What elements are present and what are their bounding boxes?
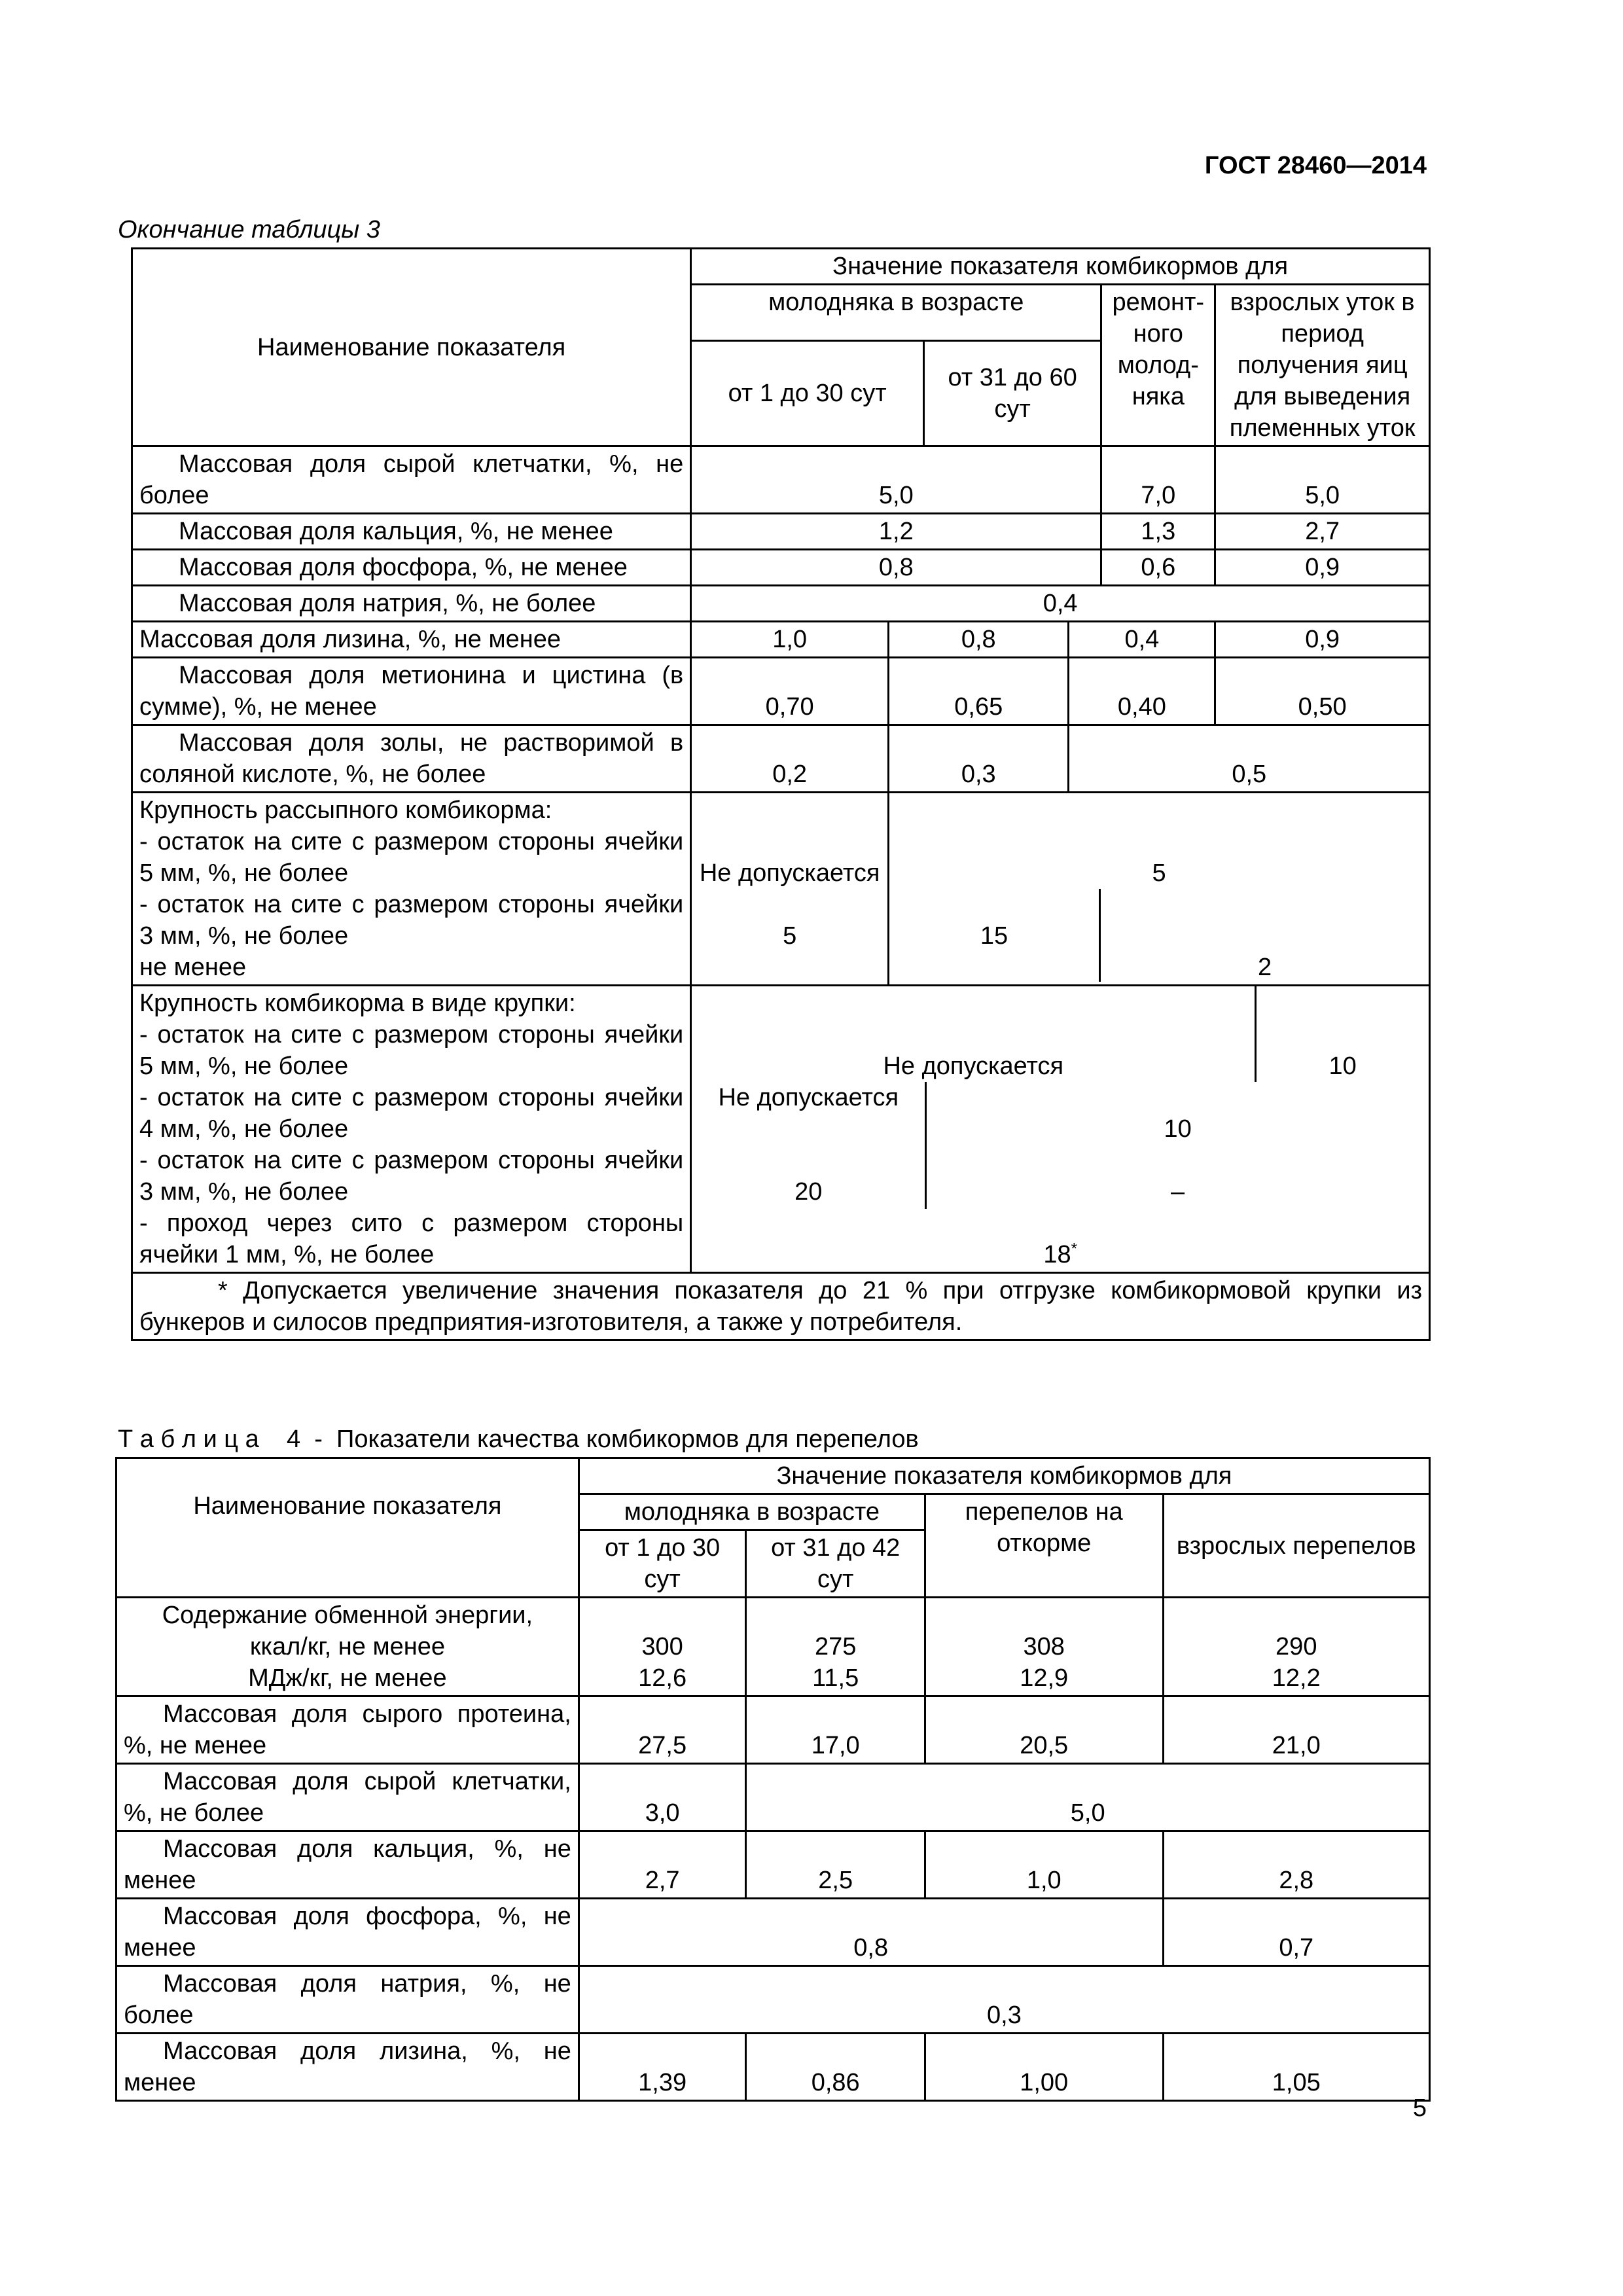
table-row (132, 446, 1430, 514)
t3-calcium-repair: 1,3 (1101, 514, 1215, 550)
t3-methionine-v3: 0,40 (1069, 658, 1215, 725)
table-row (116, 1831, 1430, 1899)
t3-methionine-v4: 0,50 (1215, 658, 1430, 725)
t4-sodium-label: Массовая доля натрия, %, не более (116, 1966, 579, 2034)
t3-ash-v34: 0,5 (1069, 725, 1430, 793)
t3-lysine-v4: 0,9 (1215, 622, 1430, 658)
t4-protein-v2: 17,0 (746, 1696, 925, 1764)
t3-loose-label (132, 793, 691, 986)
t3-crumb-c1: 20 (794, 1178, 823, 1206)
t3-footnote: * Допускается увеличение значения показателя до 21 % при отгрузке комбикормовой крупки из бункеров и силосов предприятия-изготовителя, а также у потребителя. (132, 1273, 1430, 1340)
table-row (116, 1899, 1430, 1966)
t3-methionine-label: Массовая доля метионина и цистина (в сумме), %, не менее (132, 658, 691, 725)
table-row (132, 793, 1430, 986)
t3-head-age2: от 31 до 60 сут (923, 340, 1101, 446)
t4-protein-label: Массовая доля сырого протеина, %, не менее (116, 1696, 579, 1764)
t3-lysine-v2: 0,8 (889, 622, 1069, 658)
t3-head-age1: от 1 до 30 сут (691, 340, 924, 446)
table-row (132, 514, 1430, 550)
t4-energy-kcal-1: 300 (641, 1633, 683, 1660)
page-number: 5 (1412, 2094, 1427, 2122)
t4-energy-mj-4: 12,2 (1272, 1664, 1321, 1692)
t3-crumb-c2: – (1171, 1178, 1185, 1206)
t4-energy-c3 (925, 1598, 1163, 1696)
t4-head-age2: от 31 до 42 сут (746, 1530, 925, 1598)
t4-energy-l1: Содержание обменной энергии, (162, 1602, 533, 1629)
t3-ash-v2: 0,3 (889, 725, 1069, 793)
t3-phosphorus-young: 0,8 (691, 550, 1101, 586)
t3-crumb-a1: Не допускается (883, 1052, 1064, 1080)
t4-energy-l2: ккал/кг, не менее (249, 1633, 445, 1660)
table-row (132, 1273, 1430, 1340)
t3-head-name: Наименование показателя (132, 249, 691, 446)
t3-lysine-v1: 1,0 (691, 622, 889, 658)
t3-loose-col1 (691, 793, 889, 986)
t3-ash-v1: 0,2 (691, 725, 889, 793)
table-row (132, 622, 1430, 658)
t4-calcium-v1: 2,7 (579, 1831, 746, 1899)
t3-crumb-d-value: 18 (1043, 1241, 1071, 1268)
t3-calcium-label: Массовая доля кальция, %, не менее (132, 514, 691, 550)
t4-fiber-label: Массовая доля сырой клетчатки, %, не более (116, 1764, 579, 1831)
t3-crumb-l1: - остаток на сите с размером стороны ячейки 5 мм, %, не более (139, 1021, 684, 1080)
t4-head-group: Значение показателя комбикормов для (579, 1458, 1429, 1494)
table-row (132, 725, 1430, 793)
t4-fiber-v234: 5,0 (746, 1764, 1430, 1831)
t3-methionine-v1: 0,70 (691, 658, 889, 725)
t4-energy-c1 (579, 1598, 746, 1696)
t4-protein-v1: 27,5 (579, 1696, 746, 1764)
t4-lysine-v3: 1,00 (925, 2034, 1163, 2101)
t4-energy-l3: МДж/кг, не менее (248, 1664, 447, 1692)
t4-head-young: молодняка в возрасте (579, 1494, 925, 1530)
t3-loose-l1: - остаток на сите с размером стороны ячейки 5 мм, %, не более (139, 828, 684, 887)
t4-energy-c2 (746, 1598, 925, 1696)
t4-energy-c4 (1163, 1598, 1429, 1696)
t3-crumb-d-footnote-mark: * (1071, 1240, 1077, 1258)
t4-energy-label (116, 1598, 579, 1696)
t3-crumb-a2: 10 (1329, 1052, 1357, 1080)
t4-fiber-v1: 3,0 (579, 1764, 746, 1831)
t4-calcium-v2: 2,5 (746, 1831, 925, 1899)
t3-fiber-repair: 7,0 (1101, 446, 1215, 514)
table3-caption: Окончание таблицы 3 (118, 216, 380, 243)
t3-phosphorus-label: Массовая доля фосфора, %, не менее (132, 550, 691, 586)
t4-calcium-v3: 1,0 (925, 1831, 1163, 1899)
t3-loose-b3: 2 (1257, 954, 1272, 981)
t3-phosphorus-adult: 0,9 (1215, 550, 1430, 586)
t3-fiber-young: 5,0 (691, 446, 1101, 514)
t3-fiber-label: Массовая доля сырой клетчатки, %, не более (132, 446, 691, 514)
table-row (116, 1696, 1430, 1764)
table4 (115, 1457, 1431, 2102)
t3-loose-l2: - остаток на сите с размером стороны ячейки 3 мм, %, не более (139, 891, 684, 950)
t4-calcium-label: Массовая доля кальция, %, не менее (116, 1831, 579, 1899)
t4-energy-mj-1: 12,6 (638, 1664, 687, 1692)
t3-loose-l3: не менее (139, 954, 247, 981)
t3-ash-label: Массовая доля золы, не растворимой в соляной кислоте, %, не более (132, 725, 691, 793)
table-row (116, 1764, 1430, 1831)
t4-head-fattening: перепелов на откорме (925, 1494, 1163, 1598)
t3-crumb-d (692, 1239, 1429, 1270)
t4-lysine-v1: 1,39 (579, 2034, 746, 2101)
table-row (132, 986, 1430, 1273)
t3-crumb-b1: Не допускается (718, 1084, 899, 1111)
t4-phosphorus-v123: 0,8 (579, 1899, 1163, 1966)
t4-energy-kcal-3: 308 (1023, 1633, 1065, 1660)
t4-protein-v4: 21,0 (1163, 1696, 1429, 1764)
document-code: ГОСТ 28460—2014 (1204, 152, 1427, 179)
t4-protein-v3: 20,5 (925, 1696, 1163, 1764)
t3-loose-a2: 5 (1152, 859, 1166, 887)
t4-phosphorus-label: Массовая доля фосфора, %, не менее (116, 1899, 579, 1966)
t4-energy-kcal-2: 275 (814, 1633, 857, 1660)
table-row (116, 1598, 1430, 1696)
t3-lysine-label: Массовая доля лизина, %, не менее (132, 622, 691, 658)
t3-crumb-values (691, 986, 1430, 1273)
t3-loose-rest (889, 793, 1430, 986)
t4-lysine-v4: 1,05 (1163, 2034, 1429, 2101)
t4-calcium-v4: 2,8 (1163, 1831, 1429, 1899)
table-row (116, 2034, 1430, 2101)
t3-sodium-all: 0,4 (691, 586, 1430, 622)
t4-head-age1: от 1 до 30 сут (579, 1530, 746, 1598)
t3-loose-title: Крупность рассыпного комбикорма: (139, 797, 552, 824)
t4-sodium-all: 0,3 (579, 1966, 1429, 2034)
t3-head-repair: ремонт-ного молод-няка (1101, 285, 1215, 446)
t3-crumb-b2: 10 (1164, 1115, 1192, 1143)
t4-energy-mj-3: 12,9 (1020, 1664, 1069, 1692)
table4-caption: Т а б л и ц а 4 - Показатели качества комбикормов для перепелов (118, 1426, 919, 1453)
t3-crumb-l3: - остаток на сите с размером стороны ячейки 3 мм, %, не более (139, 1147, 684, 1206)
t3-calcium-adult: 2,7 (1215, 514, 1430, 550)
t3-fiber-adult: 5,0 (1215, 446, 1430, 514)
t3-head-adult: взрослых уток в период получения яиц для выведения племенных уток (1215, 285, 1430, 446)
t3-phosphorus-repair: 0,6 (1101, 550, 1215, 586)
t3-loose-b2: 15 (980, 922, 1008, 950)
t3-head-young: молодняка в возрасте (691, 285, 1101, 341)
t3-head-group: Значение показателя комбикормов для (691, 249, 1430, 285)
t3-calcium-young: 1,2 (691, 514, 1101, 550)
t4-head-adult: взрослых перепелов (1163, 1494, 1429, 1598)
t4-energy-kcal-4: 290 (1275, 1633, 1317, 1660)
t4-lysine-v2: 0,86 (746, 2034, 925, 2101)
table-row (132, 550, 1430, 586)
table3 (131, 247, 1431, 1341)
t4-energy-mj-2: 11,5 (812, 1664, 859, 1692)
table-row (132, 658, 1430, 725)
t3-crumb-title: Крупность комбикорма в виде крупки: (139, 990, 576, 1017)
table-row (116, 1966, 1430, 2034)
t4-phosphorus-v4: 0,7 (1163, 1899, 1429, 1966)
t3-crumb-l2: - остаток на сите с размером стороны ячейки 4 мм, %, не более (139, 1084, 684, 1143)
t3-loose-b1: 5 (783, 922, 797, 950)
t4-lysine-label: Массовая доля лизина, %, не менее (116, 2034, 579, 2101)
t3-lysine-v3: 0,4 (1069, 622, 1215, 658)
t3-crumb-l4: - проход через сито с размером стороны ячейки 1 мм, %, не более (139, 1210, 684, 1268)
t3-methionine-v2: 0,65 (889, 658, 1069, 725)
t3-sodium-label: Массовая доля натрия, %, не более (132, 586, 691, 622)
table-row (132, 586, 1430, 622)
t3-loose-a1: Не допускается (699, 859, 880, 887)
t3-crumb-label (132, 986, 691, 1273)
t4-head-name: Наименование показателя (116, 1458, 579, 1598)
